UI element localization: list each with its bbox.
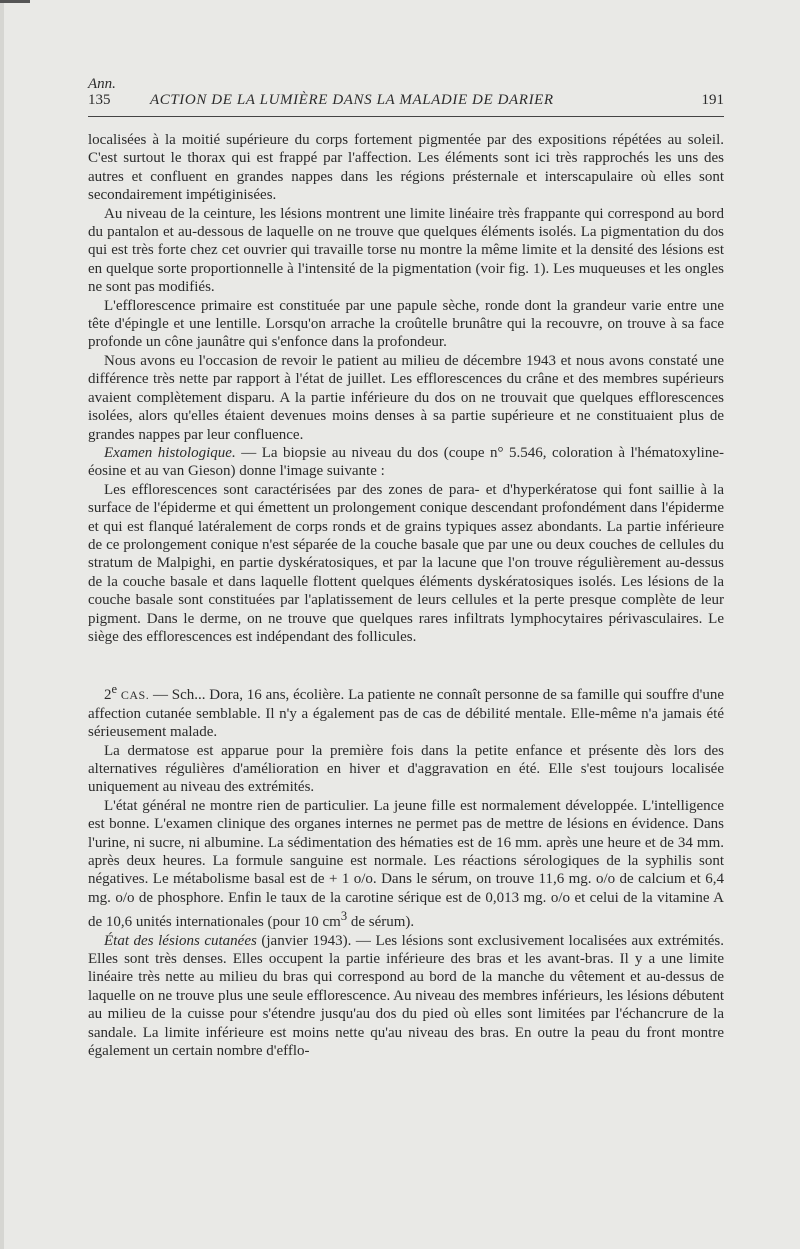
case-number-sup: e: [111, 682, 118, 697]
paragraph-9-text: L'état général ne montre rien de particulier. La jeune fille est normalement développée. L'intelligence est bonne. L'examen clinique des organes internes ne permet pas de mettre de lésions en évidence. Dans l'urine, ni sucre, ni albumine. La sédimentation des hématies est de 16 mm. après une heure et de 34 mm. après deux heures. La formule sanguine est normale. Les réactions sérologiques de la syphilis sont négatives. Le métabolisme basal est de + 1 o/o. Dans le sérum, on trouve 11,6 mg. o/o de calcium et 6,4 mg. o/o de phosphore. Enfin le taux de la carotine sérique est de 0,013 mg. o/o et celui de la vitamine A de 10,6 unités internationales (pour 10 cm: [88, 797, 724, 931]
paragraph-9: [88, 797, 724, 932]
scan-mark: [0, 0, 30, 3]
paragraph-7: [88, 680, 724, 741]
paragraph-2: Au niveau de la ceinture, les lésions montrent une limite linéaire très frappante qui correspond au bord du pantalon et au-dessous de laquelle on ne trouve que quelques éléments isolés. La pigmentation du dos qui est très forte chez cet ouvrier qui travaille torse nu montre la même limite et la densité des lésions est en quelque sorte proportionnelle à l'intensité de la pigmentation (voir fig. 1). Les muqueuses et les ongles ne sont pas modifiés.: [88, 205, 724, 296]
header-rule: [88, 116, 724, 117]
paragraph-9-end: de sérum).: [347, 914, 415, 931]
journal-abbrev: Ann.: [88, 76, 116, 92]
volume-number: 135: [88, 92, 111, 108]
section-heading-histology: Examen histologique.: [104, 444, 236, 461]
paragraph-10-text: (janvier 1943). — Les lésions sont exclusivement localisées aux extrémités. Elles sont très denses. Elles occupent la partie inférieure des bras et les avant-bras. Il y a une limite linéaire très nette au milieu du bras qui correspond au bord de la manche du vêtement et au-dessus de laquelle on ne trouve plus une seule efflorescence. Au niveau des membres inférieurs, les lésions débutent au milieu de la cuisse pour s'étendre jusqu'au dos du pied où elles sont limitées par l'échancrure de la sandale. La limite inférieure est moins nette qu'au niveau des bras. En outre la peau du front montre également un certain nombre d'efflo-: [88, 932, 724, 1060]
case-label: CAS.: [120, 688, 150, 703]
paragraph-4: Nous avons eu l'occasion de revoir le patient au milieu de décembre 1943 et nous avons constaté une différence très nette par rapport à l'état de juillet. Les efflorescences du crâne et des membres supérieurs avaient complètement disparu. A la partie inférieure du dos on ne trouvait que quelques efflorescences isolées, alors qu'elles étaient devenues moins denses à sa partie supérieure et ne constituaient plus de grandes nappes par leur confluence.: [88, 352, 724, 443]
section-gap: [88, 646, 724, 680]
paragraph-5-text: — La biopsie au niveau du dos (coupe n° 5.546, coloration à l'hématoxyline-éosine et au van Gieson) donne l'image suivante :: [88, 444, 724, 480]
running-header: [88, 92, 724, 112]
case-number: 2: [104, 687, 112, 704]
section-heading-lesions: État des lésions cutanées: [104, 932, 257, 949]
paragraph-1: localisées à la moitié supérieure du corps fortement pigmentée par des expositions répétées au soleil. C'est surtout le thorax qui est frappé par l'affection. Les éléments sont ici très rapprochés les uns des autres et confluent en grandes nappes dans les régions présternale et interscapulaire où elles sont secondairement impétiginisées.: [88, 132, 724, 204]
paragraph-5: [88, 444, 724, 481]
running-title: ACTION DE LA LUMIÈRE DANS LA MALADIE DE DARIER: [150, 92, 554, 108]
body-text: [88, 131, 724, 1061]
paragraph-10: [88, 932, 724, 1061]
paragraph-7-text: — Sch... Dora, 16 ans, écolière. La patiente ne connaît personne de sa famille qui souffre d'une affection cutanée semblable. Il n'y a également pas de cas de débilité mentale. Elle-même n'a jamais été sérieusement malade.: [88, 687, 724, 741]
paragraph-8: La dermatose est apparue pour la première fois dans la petite enfance et présente dès lors des alternatives régulières d'amélioration en hiver et d'aggravation en été. Elle s'est toujours localisée uniquement au niveau des extrémités.: [88, 742, 724, 796]
paragraph-9-sup: 3: [340, 909, 348, 924]
paragraph-3: L'efflorescence primaire est constituée par une papule sèche, ronde dont la grandeur varie entre une tête d'épingle et une lentille. Lorsqu'on arrache la croûtelle brunâtre qui la recouvre, on trouve à sa face profonde un cône jaunâtre qui s'enfonce dans la profondeur.: [88, 297, 724, 351]
page-number: 191: [701, 92, 724, 108]
scan-edge: [0, 0, 4, 1249]
paragraph-6: Les efflorescences sont caractérisées par des zones de para- et d'hyperkératose qui font saillie à la surface de l'épiderme et qui émettent un prolongement conique descendant profondément dans l'épiderme et qui est flanqué latéralement de corps ronds et de grains typiques assez abondants. La partie inférieure de ce prolongement conique n'est séparée de la couche basale que par une ou deux couches de cellules du stratum de Malpighi, en partie dyskératosiques, et par la lacune que l'on trouve régulièrement au-dessus de la couche basale et dans laquelle flottent quelques éléments dyskératosiques isolés. Les lésions de la couche basale sont constituées par l'aplatissement de leurs cellules et la perte presque complète de leur pigment. Dans le derme, on ne trouve que quelques rares infiltrats lymphocytaires périvasculaires. Le siège des efflorescences est indépendant des follicules.: [88, 481, 724, 645]
